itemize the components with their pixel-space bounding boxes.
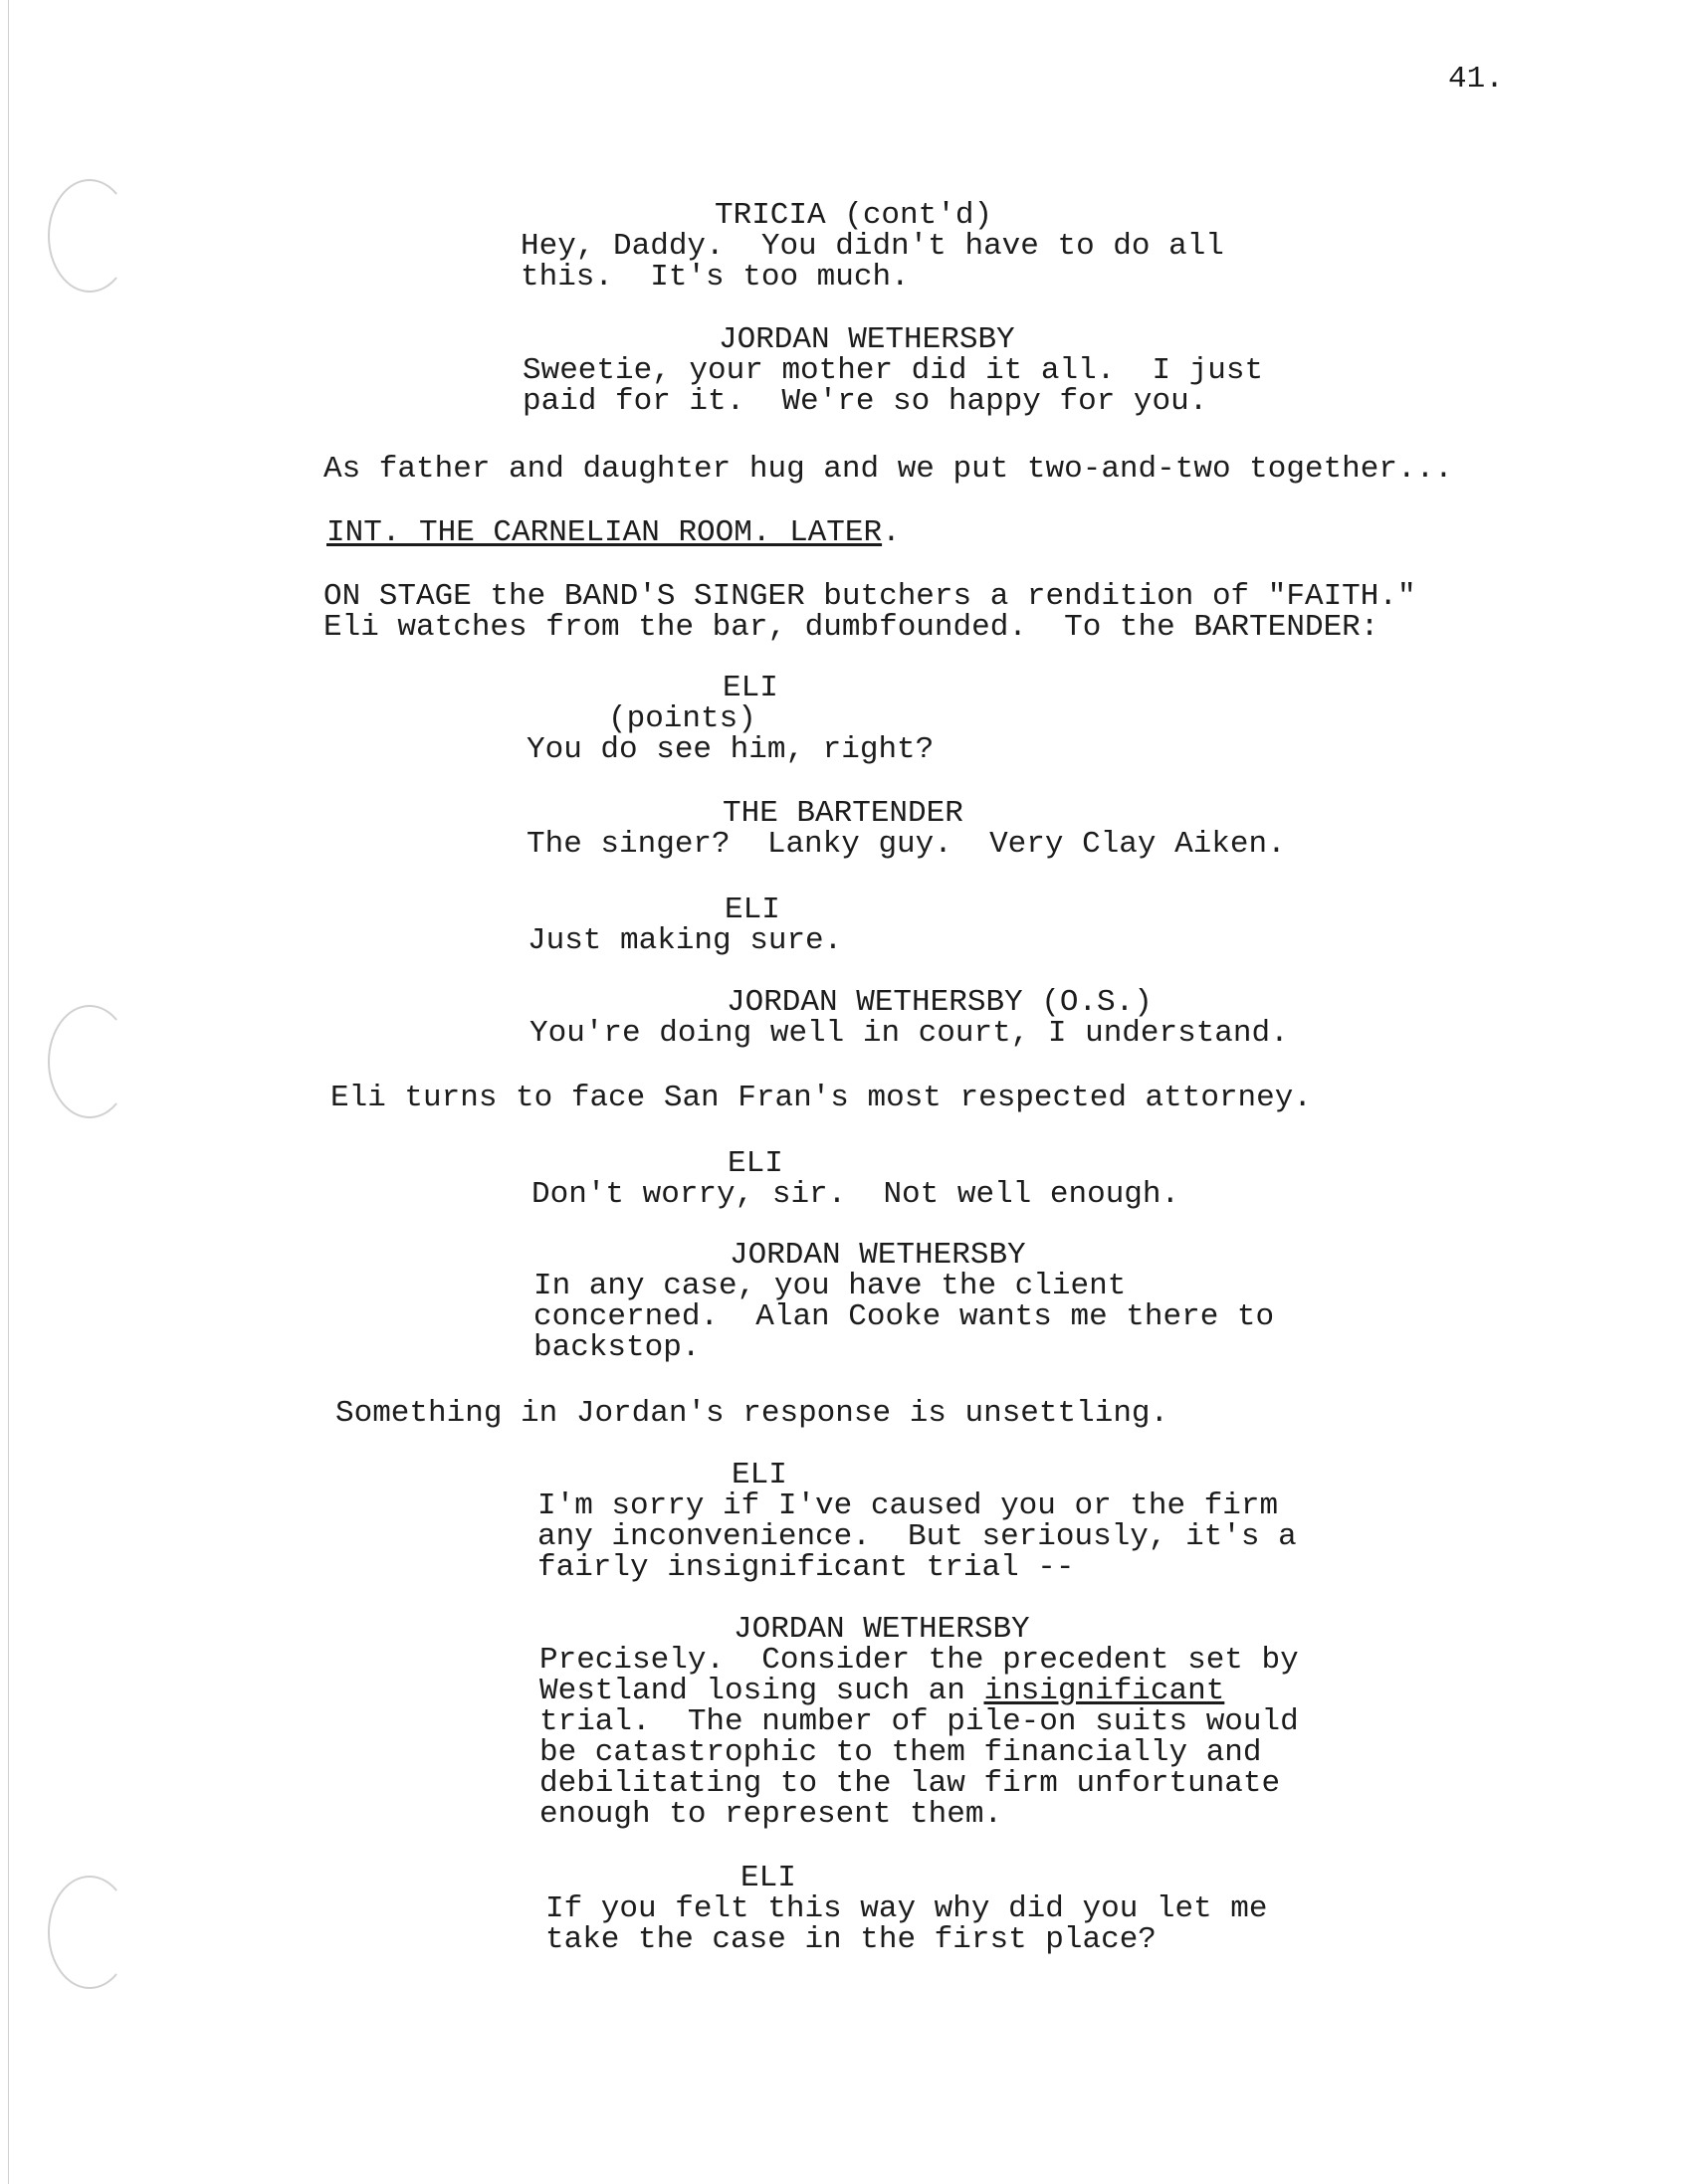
dialogue-line: You're doing well in court, I understand. — [529, 1016, 1289, 1051]
character-name: ELI — [732, 1458, 787, 1492]
dialogue-line: In any case, you have the client — [533, 1269, 1127, 1303]
punch-hole — [48, 1876, 131, 1989]
character-name: JORDAN WETHERSBY — [730, 1238, 1026, 1273]
dialogue-line: trial. The number of pile-on suits would — [539, 1704, 1299, 1739]
parenthetical: (points) — [608, 701, 756, 736]
dialogue-line: I'm sorry if I've caused you or the firm — [537, 1489, 1279, 1523]
dialogue-line: debilitating to the law firm unfortunate — [539, 1766, 1281, 1801]
scene-heading-suffix: . — [882, 515, 901, 550]
character-name: ELI — [728, 1146, 783, 1181]
scene-heading-text: INT. THE CARNELIAN ROOM. LATER — [326, 515, 883, 550]
character-name: ELI — [740, 1861, 796, 1895]
dialogue-line: You do see him, right? — [527, 732, 935, 767]
dialogue-line: be catastrophic to them financially and — [539, 1735, 1262, 1770]
dialogue-text: Westland losing such an — [539, 1674, 984, 1708]
punch-hole — [48, 1005, 131, 1118]
dialogue-line: Just making sure. — [527, 923, 843, 958]
dialogue-line: Precisely. Consider the precedent set by — [539, 1643, 1299, 1678]
dialogue-line: any inconvenience. But seriously, it's a — [537, 1519, 1297, 1554]
dialogue-line: The singer? Lanky guy. Very Clay Aiken. — [527, 827, 1286, 862]
character-name: JORDAN WETHERSBY — [734, 1612, 1030, 1647]
character-name: ELI — [725, 893, 780, 927]
dialogue-line: Sweetie, your mother did it all. I just — [523, 353, 1264, 388]
punch-hole — [48, 179, 131, 293]
dialogue-line: Hey, Daddy. You didn't have to do all — [521, 229, 1224, 264]
character-name: THE BARTENDER — [723, 796, 963, 831]
action-line: As father and daughter hug and we put two-and-two together... — [323, 452, 1453, 487]
underlined-word: insignificant — [983, 1674, 1225, 1708]
dialogue-line — [539, 1676, 1224, 1706]
dialogue-line: take the case in the first place? — [545, 1922, 1157, 1957]
character-name: JORDAN WETHERSBY — [719, 322, 1015, 357]
dialogue-line: enough to represent them. — [539, 1797, 1003, 1832]
dialogue-line: concerned. Alan Cooke wants me there to — [533, 1299, 1275, 1334]
dialogue-line: fairly insignificant trial -- — [537, 1550, 1075, 1585]
scan-edge — [8, 0, 9, 2184]
scene-heading — [326, 517, 901, 548]
dialogue-line: If you felt this way why did you let me — [545, 1891, 1268, 1926]
dialogue-line: this. It's too much. — [521, 260, 910, 295]
action-line: ON STAGE the BAND'S SINGER butchers a rendition of "FAITH." — [323, 579, 1416, 614]
dialogue-line: paid for it. We're so happy for you. — [523, 384, 1208, 419]
page-number: 41. — [1448, 62, 1504, 97]
action-line: Eli watches from the bar, dumbfounded. To the BARTENDER: — [323, 610, 1379, 645]
dialogue-line: backstop. — [533, 1330, 701, 1365]
action-line: Something in Jordan's response is unsettling. — [335, 1396, 1169, 1431]
character-name: JORDAN WETHERSBY (O.S.) — [727, 985, 1153, 1020]
dialogue-line: Don't worry, sir. Not well enough. — [531, 1177, 1180, 1212]
character-name: ELI — [723, 671, 778, 705]
action-line: Eli turns to face San Fran's most respected attorney. — [330, 1081, 1312, 1115]
character-name: TRICIA (cont'd) — [715, 198, 993, 233]
